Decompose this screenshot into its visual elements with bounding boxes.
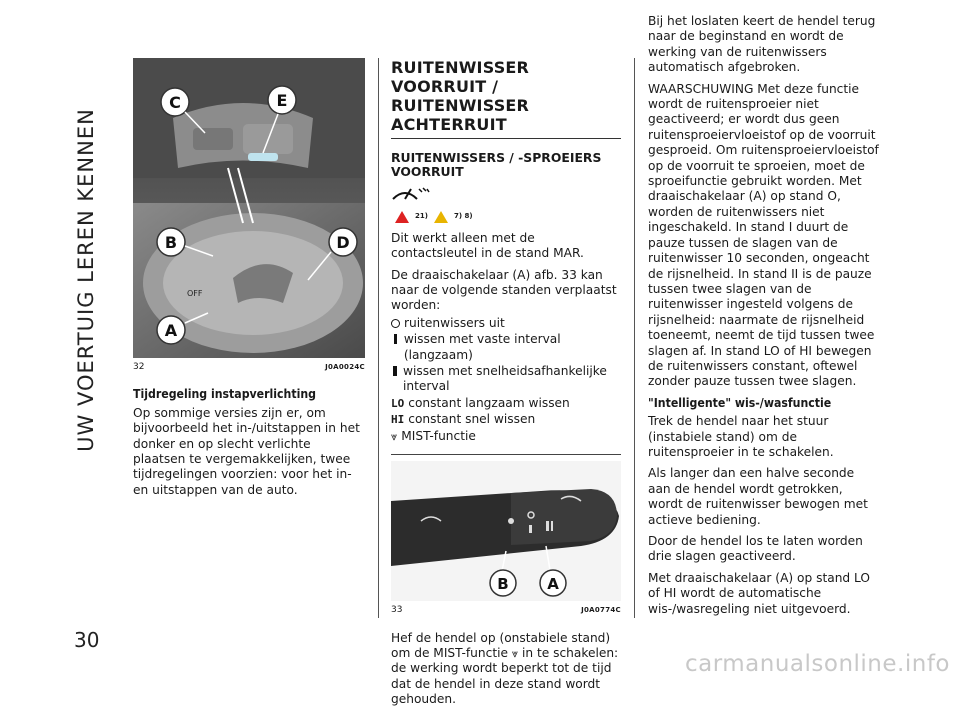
paragraph-pull-lever: Trek de hendel naar het stuur (instabiele stand) om de ruitensproeier in te schakelen. [648, 414, 834, 459]
paragraph-release: Bij het loslaten keert de hendel terug naar de beginstand en wordt de werking van de ruitenwissers automatisch afgebroken. [648, 14, 876, 75]
callout-a [157, 316, 185, 344]
callout-c [161, 88, 189, 116]
svg-text:B: B [497, 575, 509, 594]
off-circle-icon [391, 319, 400, 328]
interval-slow-icon [394, 334, 397, 344]
divider [391, 454, 621, 455]
list-item: wissen met snelheidsafhankelijke interval [391, 364, 621, 395]
off-label: OFF [187, 289, 203, 298]
figure-33-code: J0A0774C [581, 606, 621, 615]
svg-text:B: B [164, 233, 178, 252]
paragraph-mist: Hef de hendel op (onstabiele stand) om de MIST-functie ⩔ in te schakelen: de werking wordt beperkt tot de tijd dat de hendel in deze stand wordt gehouden. [391, 630, 619, 707]
callout-a-stalk [540, 570, 566, 596]
caution-triangle-icon [434, 211, 448, 223]
callout-b-stalk [490, 570, 516, 596]
lo-symbol: LO [391, 396, 405, 410]
page-number: 30 [74, 628, 100, 652]
mist-icon: ⩔ [391, 429, 398, 443]
column-divider-2 [634, 58, 635, 618]
figure-32-code: J0A0024C [325, 363, 365, 371]
wiper-stalk-illustration [391, 461, 621, 601]
paragraph-positions: De draaischakelaar (A) afb. 33 kan naar de volgende standen verplaatst worden: [391, 267, 617, 313]
figure-33-number: 33 [391, 605, 403, 616]
subsection-heading: RUITENWISSERS / -SPROEIERS VOORRUIT [391, 150, 602, 179]
ceiling-light-illustration [133, 58, 365, 358]
figure-33-photo [391, 461, 621, 601]
callout-e [268, 86, 296, 114]
reference-icons [395, 209, 621, 224]
wiper-washer-icon [391, 185, 621, 205]
section-heading: RUITENWISSER VOORRUIT / RUITENWISSER ACHTERRUIT [391, 58, 621, 139]
chapter-title-vertical: UW VOERTUIG LEREN KENNEN [74, 108, 98, 452]
svg-text:A: A [547, 575, 559, 594]
hi-symbol: HI [391, 413, 405, 427]
column-1 [133, 58, 365, 504]
list-item: HI constant snel wissen [391, 412, 536, 427]
list-item: wissen met vaste interval (langzaam) [391, 332, 621, 363]
paragraph-half-second: Als langer dan een halve seconde aan de hendel wordt getrokken, wordt de ruitenwisser bewogen met actieve bediening. [648, 466, 868, 527]
mist-icon: ⩔ [511, 646, 519, 660]
list-item: ruitenwissers uit [391, 316, 621, 331]
watermark: carmanualsonline.info [684, 651, 950, 677]
position-list [391, 316, 621, 444]
warning-triangle-icon [395, 211, 409, 223]
column-divider-1 [378, 58, 379, 618]
paragraph-entry-lighting: Op sommige versies zijn er, om bijvoorbeeld het in-/uitstappen in het donker en op slecht verlichte plaatsen te vergemakkelijken, twee tijdregelingen voorzien: voor het in- en uitstappen van de auto. [133, 405, 360, 497]
paragraph-mar: Dit werkt alleen met de contactsleutel in de stand MAR. [391, 230, 584, 261]
list-item: ⩔ MIST-functie [391, 428, 476, 443]
svg-text:E: E [276, 91, 288, 110]
list-item: LO constant langzaam wissen [391, 395, 570, 410]
callout-d [329, 228, 357, 256]
column-2 [391, 58, 621, 714]
interval-speed-icon [393, 366, 397, 376]
column-3 [648, 14, 880, 623]
callout-b [157, 228, 185, 256]
paragraph-lo-hi: Met draaischakelaar (A) op stand LO of HI wordt de automatische wis-/wasregeling niet uitgevoerd. [648, 570, 870, 616]
ref-caution: 7) 8) [453, 212, 473, 221]
ref-warning: 21) [415, 212, 428, 221]
figure-33-caption [391, 603, 621, 618]
svg-text:C: C [169, 93, 181, 112]
figure-32-caption [133, 360, 365, 375]
figure-32-number: 32 [133, 362, 145, 372]
paragraph-warning: WAARSCHUWING Met deze functie wordt de ruitensproeier niet geactiveerd; er wordt dus geen ruitensproeiervloeistof op de voorruit gesproeid. Om ruitensproeiervloeistof op de voorruit te sproeien, moet de sproeifunctie gebruikt worden. Met draaischakelaar (A) op stand O, worden de ruitenwissers niet ingeschakeld. In stand I duurt de pauze tussen de slagen van de ruitenwisser 10 seconden, ongeacht de rijsnelheid. In stand II is de pauze tussen twee slagen van de ruitenwisser ingesteld volgens de rijsnelheid: naarmate de rijsnelheid toeneemt, neemt de tijd tussen twee slagen af. In stand LO of HI bewegen de ruitenwissers constant, oftewel zonder pauze tussen twee slagen. [648, 81, 879, 389]
subhead-intelligent-wash: "Intelligente" wis-/wasfunctie [648, 395, 832, 410]
svg-text:A: A [164, 321, 178, 340]
paragraph-three-strokes: Door de hendel los te laten worden drie slagen geactiveerd. [648, 534, 863, 564]
subhead-entry-lighting: Tijdregeling instapverlichting [133, 387, 317, 402]
svg-text:D: D [336, 233, 350, 252]
figure-32-photo [133, 58, 365, 358]
